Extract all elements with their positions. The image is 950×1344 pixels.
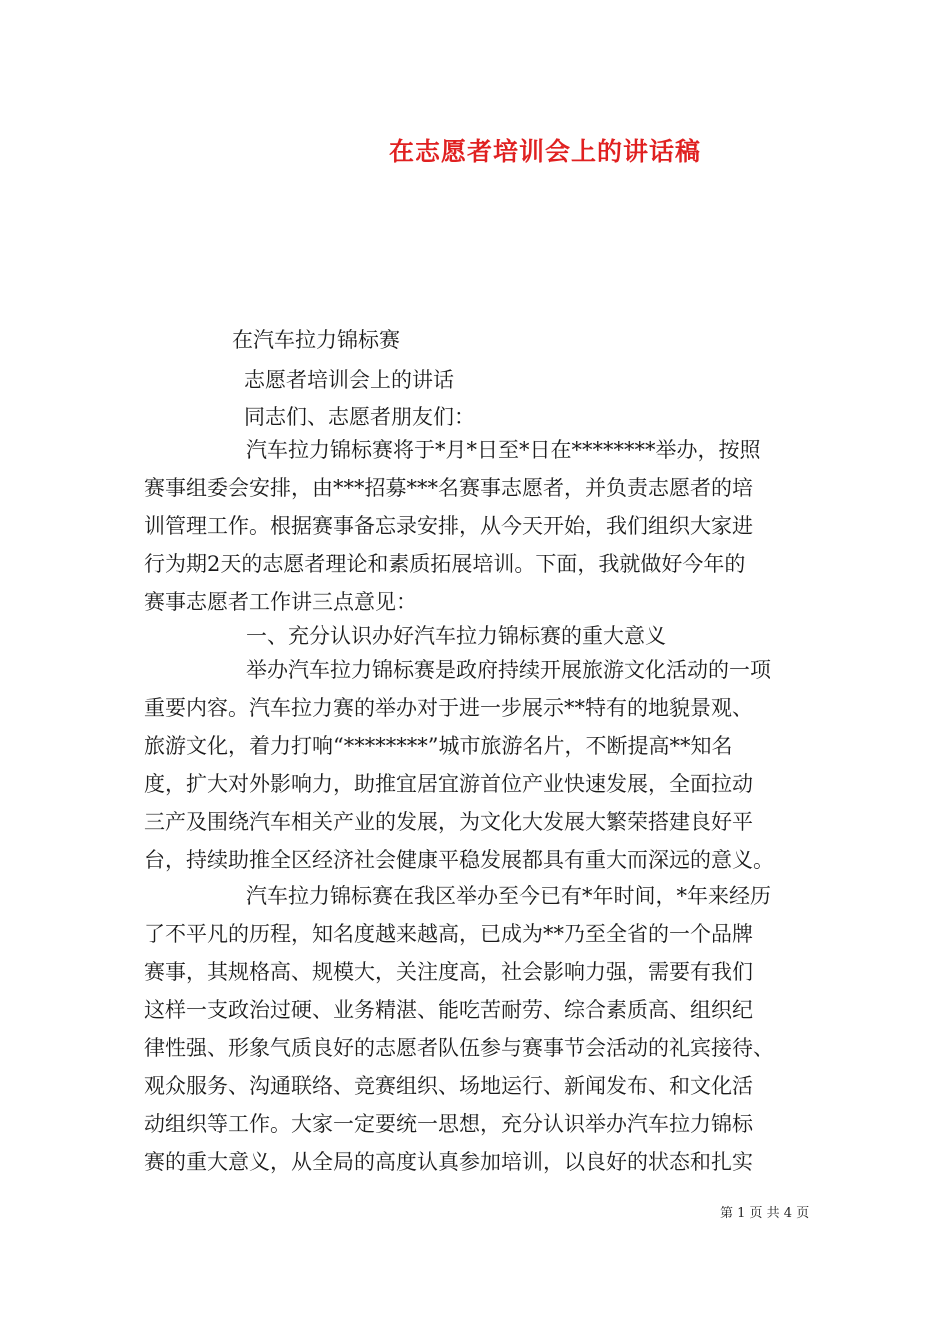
- section-heading: 一、充分认识办好汽车拉力锦标赛的重大意义: [246, 624, 666, 648]
- salutation: 同志们、志愿者朋友们：: [244, 405, 475, 429]
- text-line: 观众服务、沟通联络、竞赛组织、场地运行、新闻发布、和文化活: [144, 1074, 753, 1098]
- text-line: 了不平凡的历程，知名度越来越高，已成为**乃至全省的一个品牌: [144, 922, 753, 946]
- text-line: 这样一支政治过硬、业务精湛、能吃苦耐劳、综合素质高、组织纪: [144, 998, 753, 1022]
- text-line: 赛事志愿者工作讲三点意见：: [144, 590, 417, 614]
- text-line: 动组织等工作。大家一定要统一思想，充分认识举办汽车拉力锦标: [144, 1112, 753, 1136]
- text-line: 赛事，其规格高、规模大，关注度高，社会影响力强，需要有我们: [144, 960, 753, 984]
- text-line: 旅游文化，着力打响“********”城市旅游名片，不断提高**知名: [144, 734, 733, 758]
- heading-line-2: 志愿者培训会上的讲话: [244, 368, 454, 392]
- text-line: 律性强、形象气质良好的志愿者队伍参与赛事节会活动的礼宾接待、: [144, 1036, 774, 1060]
- text-line: 赛的重大意义，从全局的高度认真参加培训，以良好的状态和扎实: [144, 1150, 753, 1174]
- text-line: 三产及围绕汽车相关产业的发展，为文化大发展大繁荣搭建良好平: [144, 810, 753, 834]
- text-line: 汽车拉力锦标赛在我区举办至今已有*年时间，*年来经历: [246, 884, 771, 908]
- document-title: 在志愿者培训会上的讲话稿: [388, 137, 701, 166]
- text-line: 训管理工作。根据赛事备忘录安排，从今天开始，我们组织大家进: [144, 514, 753, 538]
- heading-line-1: 在汽车拉力锦标赛: [232, 328, 400, 352]
- text-line: 重要内容。汽车拉力赛的举办对于进一步展示**特有的地貌景观、: [144, 696, 753, 720]
- text-line: 举办汽车拉力锦标赛是政府持续开展旅游文化活动的一项: [246, 658, 771, 682]
- text-line: 汽车拉力锦标赛将于*月*日至*日在********举办，按照: [246, 438, 761, 462]
- text-line: 行为期2天的志愿者理论和素质拓展培训。下面，我就做好今年的: [144, 552, 746, 576]
- text-line: 赛事组委会安排，由***招募***名赛事志愿者，并负责志愿者的培: [144, 476, 753, 500]
- text-line: 度，扩大对外影响力，助推宜居宜游首位产业快速发展，全面拉动: [144, 772, 753, 796]
- text-line: 台，持续助推全区经济社会健康平稳发展都具有重大而深远的意义。: [144, 848, 774, 872]
- page-footer: 第 1 页 共 4 页: [720, 1206, 810, 1221]
